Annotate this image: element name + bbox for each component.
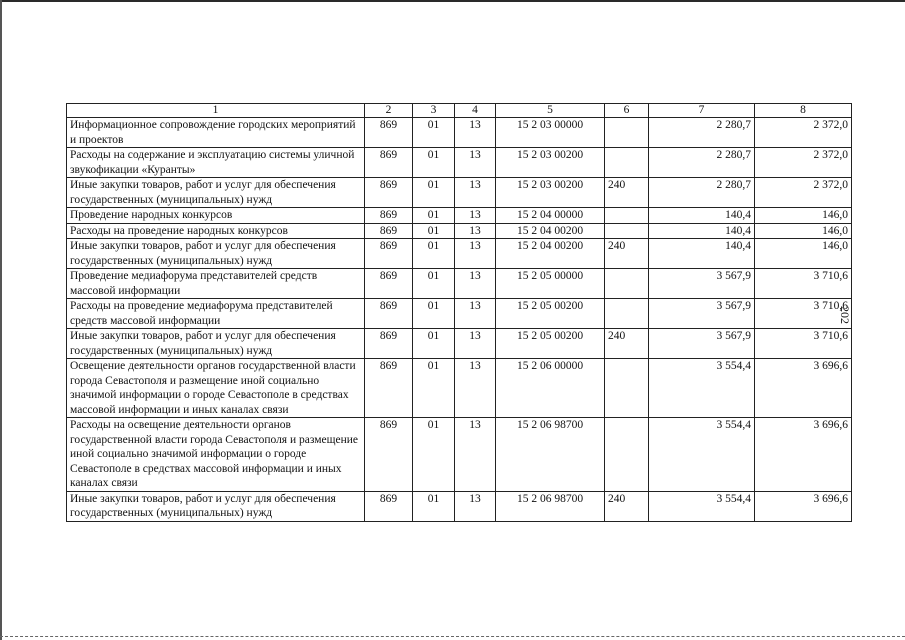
cell-name: Иные закупки товаров, работ и услуг для обеспечения государственных (муниципальных) нужд xyxy=(67,178,365,208)
table-row xyxy=(67,418,852,492)
cell-name: Иные закупки товаров, работ и услуг для обеспечения государственных (муниципальных) нужд xyxy=(67,239,365,269)
cell-section-code: 01 xyxy=(413,329,455,359)
cell-section-code: 01 xyxy=(413,223,455,239)
cell-name: Расходы на проведение народных конкурсов xyxy=(67,223,365,239)
cell-target-article: 15 2 05 00200 xyxy=(496,329,605,359)
cell-expense-type xyxy=(605,359,649,418)
cell-subsection-code: 13 xyxy=(455,208,496,224)
cell-name: Проведение народных конкурсов xyxy=(67,208,365,224)
cell-target-article: 15 2 03 00000 xyxy=(496,118,605,148)
cell-section-code: 01 xyxy=(413,359,455,418)
cell-subsection-code: 13 xyxy=(455,239,496,269)
cell-name: Расходы на проведение медиафорума представителей средств массовой информации xyxy=(67,299,365,329)
cell-subsection-code: 13 xyxy=(455,269,496,299)
cell-ministry-code: 869 xyxy=(365,299,413,329)
cell-amount-year-2: 2 372,0 xyxy=(755,148,852,178)
cell-subsection-code: 13 xyxy=(455,491,496,521)
header-row xyxy=(67,104,852,118)
cell-amount-year-1: 3 554,4 xyxy=(649,491,755,521)
scan-edge-top xyxy=(0,0,905,2)
cell-amount-year-2: 3 696,6 xyxy=(755,491,852,521)
cell-target-article: 15 2 03 00200 xyxy=(496,178,605,208)
cell-section-code: 01 xyxy=(413,208,455,224)
table-row xyxy=(67,329,852,359)
cell-section-code: 01 xyxy=(413,269,455,299)
cell-subsection-code: 13 xyxy=(455,299,496,329)
cell-target-article: 15 2 04 00000 xyxy=(496,208,605,224)
cell-ministry-code: 869 xyxy=(365,359,413,418)
cell-subsection-code: 13 xyxy=(455,148,496,178)
cell-target-article: 15 2 06 98700 xyxy=(496,418,605,492)
cell-amount-year-1: 3 554,4 xyxy=(649,359,755,418)
cell-expense-type xyxy=(605,223,649,239)
cell-expense-type: 240 xyxy=(605,239,649,269)
cell-amount-year-2: 3 710,6 xyxy=(755,329,852,359)
cell-expense-type: 240 xyxy=(605,491,649,521)
cell-amount-year-2: 146,0 xyxy=(755,239,852,269)
cell-name: Проведение медиафорума представителей средств массовой информации xyxy=(67,269,365,299)
table-row xyxy=(67,239,852,269)
cell-amount-year-1: 3 567,9 xyxy=(649,269,755,299)
cell-amount-year-1: 140,4 xyxy=(649,239,755,269)
cell-name: Информационное сопровождение городских мероприятий и проектов xyxy=(67,118,365,148)
scan-edge-left xyxy=(0,0,2,640)
cell-subsection-code: 13 xyxy=(455,329,496,359)
cell-amount-year-2: 2 372,0 xyxy=(755,118,852,148)
cell-ministry-code: 869 xyxy=(365,223,413,239)
cell-ministry-code: 869 xyxy=(365,118,413,148)
cell-expense-type xyxy=(605,418,649,492)
cell-section-code: 01 xyxy=(413,118,455,148)
cell-amount-year-1: 140,4 xyxy=(649,223,755,239)
cell-name: Освещение деятельности органов государственной власти города Севастополя и размещение иной социально значимой информации о городе Севастополе в средствах массовой информации и иных каналах связи xyxy=(67,359,365,418)
cell-subsection-code: 13 xyxy=(455,418,496,492)
cell-amount-year-2: 2 372,0 xyxy=(755,178,852,208)
header-col-6: 6 xyxy=(605,104,649,118)
cell-amount-year-1: 3 554,4 xyxy=(649,418,755,492)
cell-subsection-code: 13 xyxy=(455,223,496,239)
cell-amount-year-1: 140,4 xyxy=(649,208,755,224)
cell-expense-type xyxy=(605,269,649,299)
header-col-4: 4 xyxy=(455,104,496,118)
cell-amount-year-1: 3 567,9 xyxy=(649,299,755,329)
cell-target-article: 15 2 05 00200 xyxy=(496,299,605,329)
cell-expense-type: 240 xyxy=(605,178,649,208)
table-row xyxy=(67,148,852,178)
table-row xyxy=(67,359,852,418)
header-col-3: 3 xyxy=(413,104,455,118)
cell-ministry-code: 869 xyxy=(365,418,413,492)
cell-subsection-code: 13 xyxy=(455,178,496,208)
header-col-5: 5 xyxy=(496,104,605,118)
cell-target-article: 15 2 05 00000 xyxy=(496,269,605,299)
cell-expense-type xyxy=(605,148,649,178)
cell-subsection-code: 13 xyxy=(455,359,496,418)
cell-expense-type xyxy=(605,299,649,329)
cell-target-article: 15 2 04 00200 xyxy=(496,223,605,239)
cell-amount-year-1: 2 280,7 xyxy=(649,178,755,208)
cell-ministry-code: 869 xyxy=(365,329,413,359)
cell-amount-year-2: 3 696,6 xyxy=(755,418,852,492)
cell-name: Расходы на освещение деятельности органов государственной власти города Севастополя и размещение иной социально значимой информации о городе Севастополе в средствах массовой информации и иных каналах связи xyxy=(67,418,365,492)
cell-section-code: 01 xyxy=(413,491,455,521)
cell-ministry-code: 869 xyxy=(365,239,413,269)
cell-target-article: 15 2 06 98700 xyxy=(496,491,605,521)
table-row xyxy=(67,118,852,148)
cell-amount-year-2: 3 710,6 xyxy=(755,299,852,329)
table-row xyxy=(67,299,852,329)
header-col-8: 8 xyxy=(755,104,852,118)
header-col-2: 2 xyxy=(365,104,413,118)
cell-ministry-code: 869 xyxy=(365,148,413,178)
cell-target-article: 15 2 03 00200 xyxy=(496,148,605,178)
cell-ministry-code: 869 xyxy=(365,269,413,299)
scan-edge-bottom xyxy=(0,636,905,637)
table-row xyxy=(67,178,852,208)
cell-amount-year-2: 146,0 xyxy=(755,223,852,239)
cell-section-code: 01 xyxy=(413,299,455,329)
table-row xyxy=(67,223,852,239)
page-number: 202 xyxy=(838,306,852,324)
cell-name: Расходы на содержание и эксплуатацию системы уличной звукофикации «Куранты» xyxy=(67,148,365,178)
cell-amount-year-1: 2 280,7 xyxy=(649,148,755,178)
header-col-1: 1 xyxy=(67,104,365,118)
budget-table xyxy=(66,103,852,522)
cell-expense-type xyxy=(605,208,649,224)
cell-target-article: 15 2 06 00000 xyxy=(496,359,605,418)
cell-amount-year-2: 3 710,6 xyxy=(755,269,852,299)
cell-expense-type: 240 xyxy=(605,329,649,359)
cell-section-code: 01 xyxy=(413,178,455,208)
header-col-7: 7 xyxy=(649,104,755,118)
cell-section-code: 01 xyxy=(413,239,455,269)
cell-ministry-code: 869 xyxy=(365,208,413,224)
cell-name: Иные закупки товаров, работ и услуг для обеспечения государственных (муниципальных) нужд xyxy=(67,491,365,521)
cell-name: Иные закупки товаров, работ и услуг для обеспечения государственных (муниципальных) нужд xyxy=(67,329,365,359)
cell-target-article: 15 2 04 00200 xyxy=(496,239,605,269)
cell-amount-year-1: 3 567,9 xyxy=(649,329,755,359)
cell-ministry-code: 869 xyxy=(365,491,413,521)
table-row xyxy=(67,491,852,521)
cell-subsection-code: 13 xyxy=(455,118,496,148)
cell-amount-year-1: 2 280,7 xyxy=(649,118,755,148)
cell-section-code: 01 xyxy=(413,148,455,178)
cell-expense-type xyxy=(605,118,649,148)
table-row xyxy=(67,269,852,299)
cell-ministry-code: 869 xyxy=(365,178,413,208)
table-row xyxy=(67,208,852,224)
cell-amount-year-2: 3 696,6 xyxy=(755,359,852,418)
cell-amount-year-2: 146,0 xyxy=(755,208,852,224)
cell-section-code: 01 xyxy=(413,418,455,492)
